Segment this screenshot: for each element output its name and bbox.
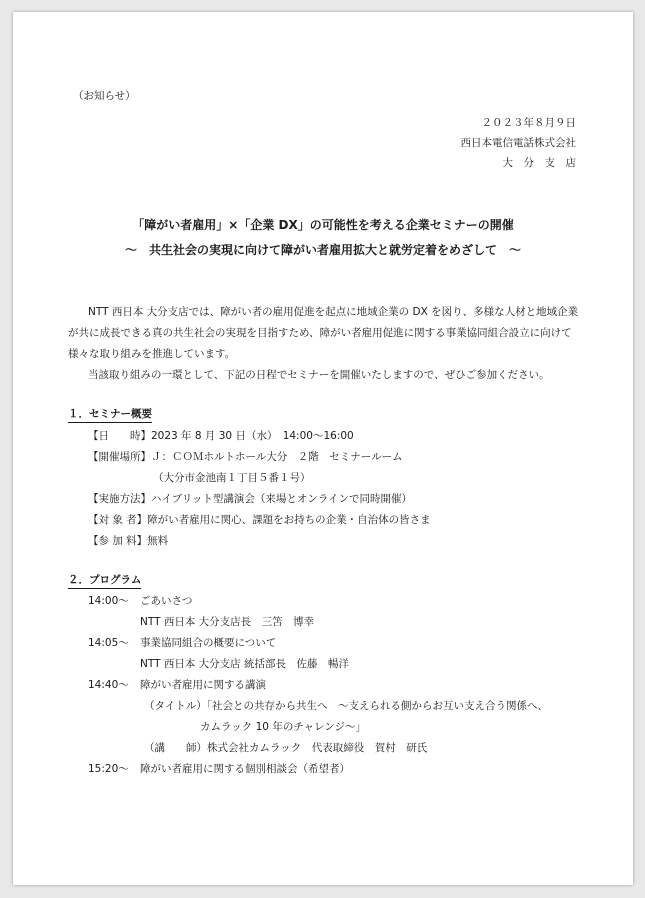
program-item: ごあいさつ <box>140 595 193 607</box>
program-item: 事業協同組合の概要について <box>140 637 277 649</box>
branch-name: 大 分 支 店 <box>502 157 576 169</box>
notice-label: （お知らせ） <box>73 90 136 102</box>
program-item: NTT 西日本 大分支店長 三笘 博幸 <box>140 616 315 628</box>
program-item: 障がい者雇用に関する個別相談会（希望者） <box>140 763 350 775</box>
overview-row: 【開催場所】Ｊ：ＣＯＭホルトホール大分 ２階 セミナールーム <box>88 451 403 463</box>
issue-date: ２０２３年８月９日 <box>481 117 576 129</box>
body-line: が共に成長できる真の共生社会の実現を目指すため、障がい者雇用促進に関する事業協同組合設立に向けて <box>68 327 572 339</box>
program-time: 14:05～ <box>88 637 129 649</box>
program-item: （講 師）株式会社カムラック 代表取締役 賀村 研氏 <box>144 742 428 754</box>
body-line: NTT 西日本 大分支店では、障がい者の雇用促進を起点に地域企業の DX を図り、多様な人材と地域企業 <box>88 306 579 318</box>
program-item: カムラック 10 年のチャレンジ～」 <box>200 721 366 733</box>
document-page <box>13 12 633 885</box>
overview-row: 【日 時】2023 年 8 月 30 日（水） 14:00～16:00 <box>88 430 354 442</box>
program-item: 障がい者雇用に関する講演 <box>140 679 266 691</box>
document-title: 「障がい者雇用」×「企業 DX」の可能性を考える企業セミナーの開催 <box>132 218 514 232</box>
program-item: NTT 西日本 大分支店 統括部長 佐藤 暢洋 <box>140 658 350 670</box>
program-time: 14:00～ <box>88 595 129 607</box>
overview-row: 【実施方法】ハイブリット型講演会（来場とオンラインで同時開催） <box>88 493 413 505</box>
body-line: 様々な取り組みを推進しています。 <box>68 348 236 360</box>
document-subtitle: ～ 共生社会の実現に向けて障がい者雇用拡大と就労定着をめざして ～ <box>124 243 521 257</box>
program-time: 14:40～ <box>88 679 129 691</box>
overview-row: （大分市金池南１丁目５番１号） <box>153 472 311 484</box>
section-heading-overview: １．セミナー概要 <box>68 407 152 423</box>
body-line: 当該取り組みの一環として、下記の日程でセミナーを開催いたしますので、ぜひご参加ください。 <box>88 369 550 381</box>
section-heading-program: ２．プログラム <box>68 573 141 589</box>
program-item: （タイトル）「社会との共存から共生へ ～支えられる側からお互い支え合う関係へ、 <box>144 700 549 712</box>
overview-row: 【参 加 料】無料 <box>88 535 169 547</box>
company-name: 西日本電信電話株式会社 <box>460 137 576 149</box>
overview-row: 【対 象 者】障がい者雇用に関心、課題をお持ちの企業・自治体の皆さま <box>88 514 431 526</box>
program-time: 15:20～ <box>88 763 129 775</box>
